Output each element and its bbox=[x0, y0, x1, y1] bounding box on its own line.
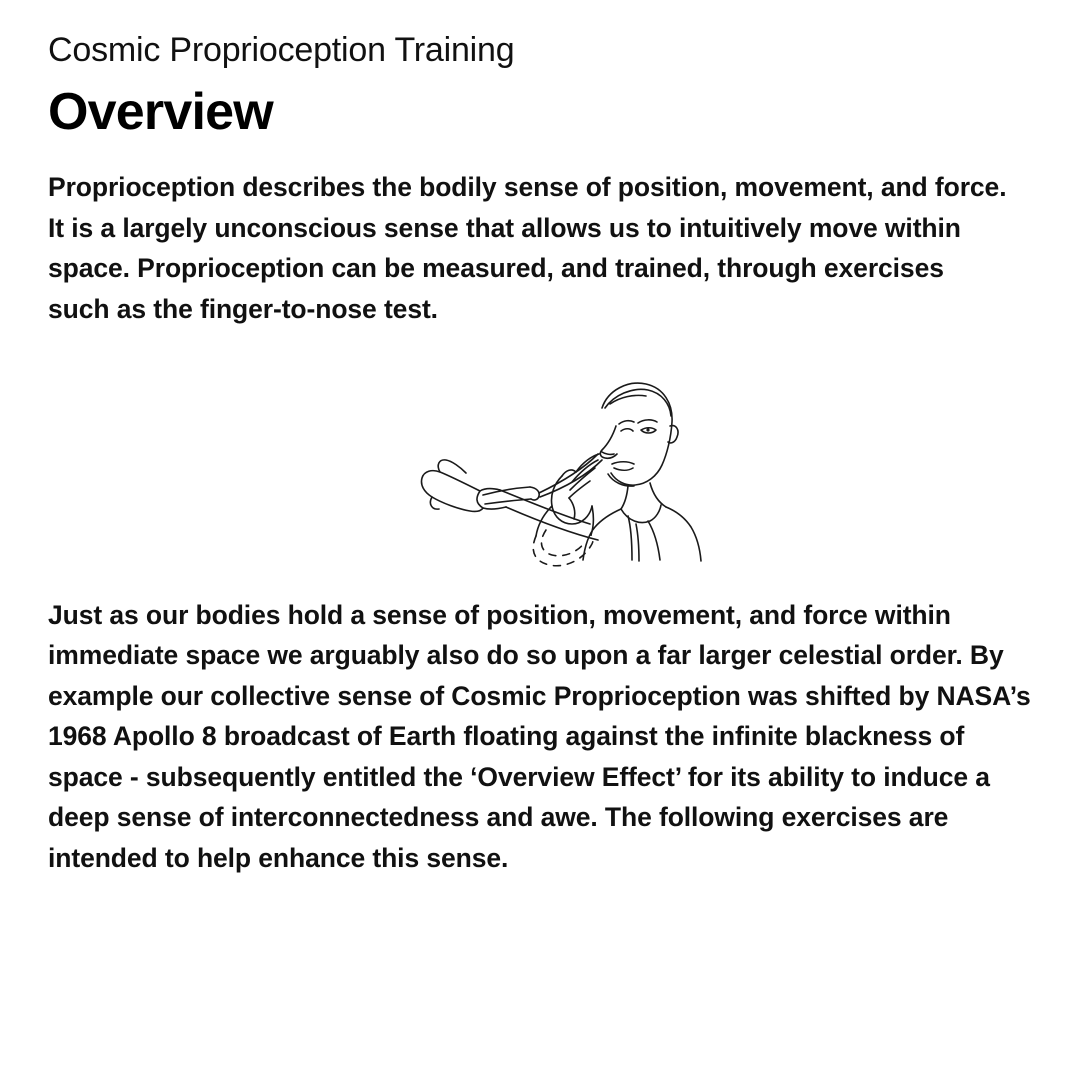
paragraph-two: Just as our bodies hold a sense of position, movement, and force within immediate space we arguably also do so upon a far larger celestial order. By example our collective sense of Cosmic Proprioception was shifted by NASA’s 1968 Apollo 8 broadcast of Earth floating against the infinite blackness of space - subsequently entitled the ‘Overview Effect’ for its ability to induce a deep sense of interconnectedness and awe. The following exercises are intended to help enhance this sense. bbox=[48, 599, 1031, 873]
paragraph-one: Proprioception describes the bodily sense of position, movement, and force. It is a largely unconscious sense that allows us to intuitively move within space. Proprioception can be measured, and trained, through exercises such as the finger-to-nose test. bbox=[48, 172, 1007, 324]
finger-to-nose-test-illustration bbox=[340, 364, 740, 569]
figure-container bbox=[48, 364, 1032, 569]
page-title: Overview bbox=[48, 82, 273, 141]
document-kicker: Cosmic Proprioception Training bbox=[48, 31, 515, 69]
